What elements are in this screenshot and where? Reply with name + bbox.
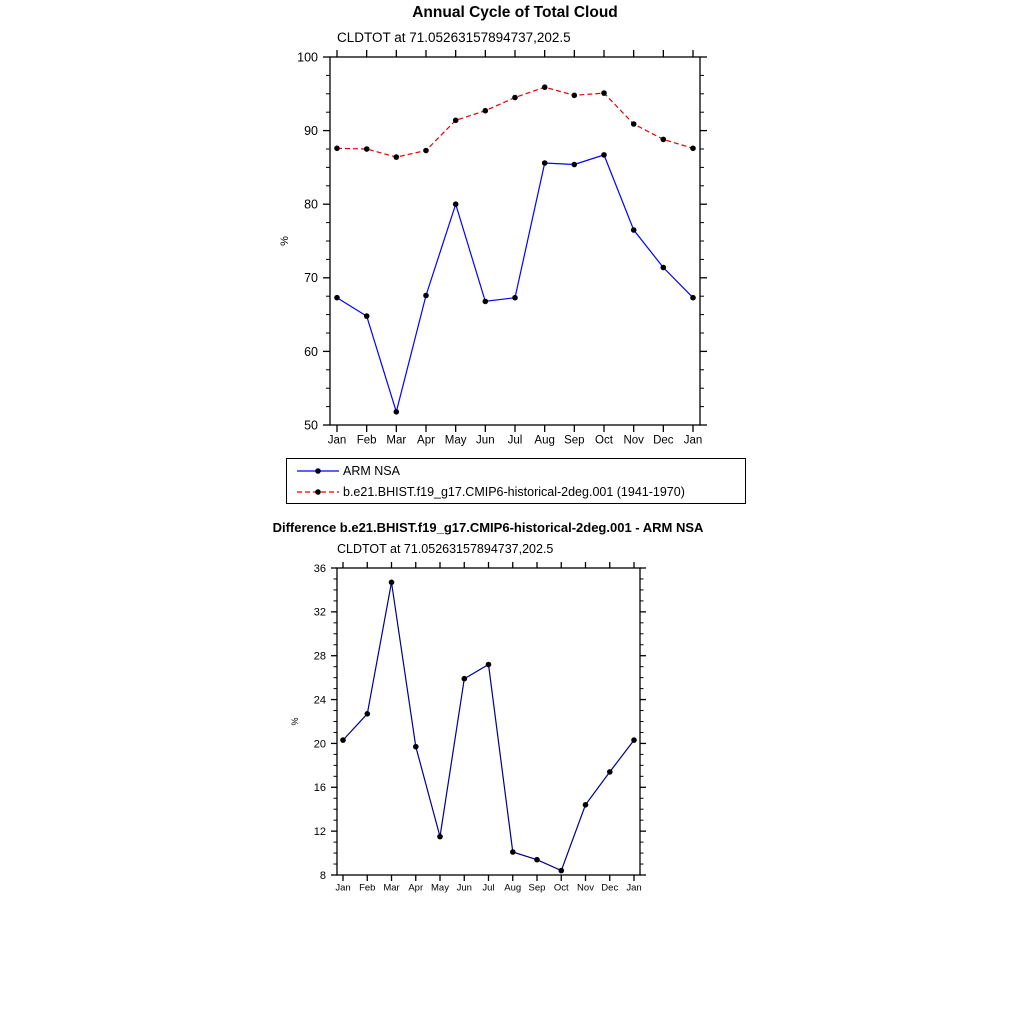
legend-label-arm-nsa: ARM NSA <box>343 463 400 478</box>
data-point-marker <box>334 295 340 301</box>
y-axis-label: % <box>279 236 291 246</box>
data-point-marker <box>334 146 340 152</box>
data-point-marker <box>601 90 607 96</box>
y-tick-label: 20 <box>313 738 326 751</box>
data-point-marker <box>413 744 419 750</box>
x-tick-label: Jan <box>335 882 351 894</box>
data-point-marker <box>453 201 459 207</box>
data-point-marker <box>631 737 637 743</box>
legend-line-sample-model <box>295 486 341 498</box>
chart2-title: Difference b.e21.BHIST.f19_g17.CMIP6-historical-2deg.001 - ARM NSA <box>272 520 704 535</box>
data-point-marker <box>483 108 489 114</box>
y-tick-label: 16 <box>313 782 326 795</box>
x-tick-label: Jul <box>507 434 523 447</box>
data-point-marker <box>542 160 548 166</box>
data-point-marker <box>340 737 346 743</box>
data-point-marker <box>690 146 696 152</box>
plot-frame <box>337 568 640 875</box>
data-point-marker <box>462 676 468 682</box>
data-point-marker <box>572 162 578 168</box>
y-tick-label: 60 <box>304 344 318 359</box>
x-tick-label: Mar <box>386 434 407 447</box>
x-tick-label: Sep <box>528 882 546 894</box>
y-tick-label: 28 <box>313 650 326 663</box>
x-tick-label: Mar <box>383 882 400 894</box>
data-point-marker <box>512 295 518 301</box>
x-tick-label: May <box>431 882 449 894</box>
data-point-marker <box>423 148 429 154</box>
data-point-marker <box>365 711 371 717</box>
data-point-marker <box>394 154 400 160</box>
data-point-marker <box>534 857 540 863</box>
x-tick-label: May <box>444 434 467 447</box>
data-point-marker <box>364 146 370 152</box>
legend-item-arm-nsa <box>295 460 745 481</box>
x-tick-label: Aug <box>534 434 555 447</box>
data-point-marker <box>483 299 489 305</box>
data-point-marker <box>486 662 492 668</box>
x-tick-label: Jun <box>456 882 472 894</box>
x-tick-label: Apr <box>408 882 424 894</box>
data-point-marker <box>631 121 637 127</box>
x-tick-label: Jan <box>327 434 347 447</box>
x-tick-label: Apr <box>417 434 435 447</box>
data-point-marker <box>364 313 370 319</box>
y-tick-label: 36 <box>313 562 326 575</box>
y-tick-label: 70 <box>304 271 318 286</box>
x-tick-label: Dec <box>601 882 619 894</box>
data-point-marker <box>631 227 637 233</box>
data-point-marker <box>394 409 400 415</box>
data-point-marker <box>661 265 667 271</box>
data-point-marker <box>572 93 578 99</box>
x-tick-label: Jan <box>683 434 703 447</box>
y-tick-label: 80 <box>304 197 318 212</box>
x-tick-label: Jun <box>476 434 495 447</box>
chart1-legend <box>286 458 746 504</box>
x-tick-label: Dec <box>653 434 674 447</box>
y-tick-label: 100 <box>297 50 318 65</box>
legend-item-model <box>295 481 745 502</box>
chart1-title: Annual Cycle of Total Cloud <box>412 4 618 21</box>
legend-line-sample-arm-nsa <box>295 465 341 477</box>
y-tick-label: 8 <box>319 869 326 882</box>
plot-frame <box>330 57 700 425</box>
data-point-marker <box>607 769 613 775</box>
data-point-marker <box>661 137 667 143</box>
data-point-marker <box>453 118 459 124</box>
chart1-subtitle: CLDTOT at 71.05263157894737,202.5 <box>337 30 571 45</box>
y-tick-label: 90 <box>304 123 318 138</box>
x-tick-label: Jul <box>482 882 495 894</box>
series-line <box>343 582 634 870</box>
data-point-marker <box>437 834 443 840</box>
data-point-marker <box>583 802 589 808</box>
y-tick-label: 12 <box>313 825 326 838</box>
chart2-plot-area <box>0 520 1024 920</box>
x-tick-label: Aug <box>504 882 522 894</box>
data-point-marker <box>423 293 429 299</box>
data-point-marker <box>512 95 518 101</box>
data-point-marker <box>542 84 548 90</box>
y-tick-label: 24 <box>313 694 326 707</box>
data-point-marker <box>389 580 395 586</box>
x-tick-label: Jan <box>626 882 642 894</box>
y-tick-label: 32 <box>313 606 326 619</box>
legend-sample-marker <box>315 468 321 474</box>
data-point-marker <box>559 868 565 874</box>
legend-label-model: b.e21.BHIST.f19_g17.CMIP6-historical-2deg.001 (1941-1970) <box>343 484 685 499</box>
x-tick-label: Nov <box>577 882 594 894</box>
x-tick-label: Sep <box>564 434 585 447</box>
x-tick-label: Feb <box>356 434 377 447</box>
y-axis-label: % <box>290 717 300 726</box>
x-tick-label: Oct <box>553 882 569 894</box>
series-line <box>337 155 693 412</box>
data-point-marker <box>601 152 607 158</box>
data-point-marker <box>690 295 696 301</box>
legend-sample-marker <box>315 489 321 495</box>
x-tick-label: Feb <box>359 882 376 894</box>
x-tick-label: Nov <box>623 434 644 447</box>
data-point-marker <box>510 849 516 855</box>
y-tick-label: 50 <box>304 418 318 433</box>
chart2-subtitle: CLDTOT at 71.05263157894737,202.5 <box>337 542 554 556</box>
x-tick-label: Oct <box>595 434 613 447</box>
